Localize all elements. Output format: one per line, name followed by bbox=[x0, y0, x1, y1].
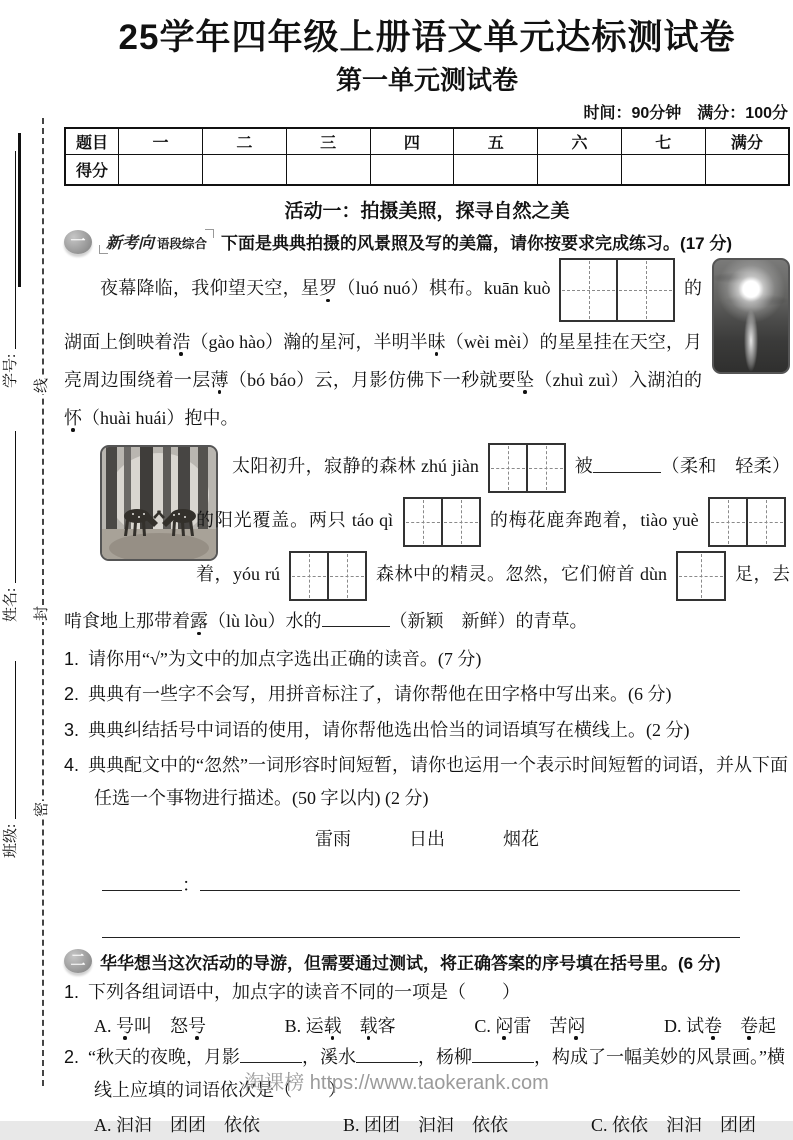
score-row-label: 得分 bbox=[65, 155, 119, 186]
question-number: 2. bbox=[64, 1046, 80, 1067]
section-one-header bbox=[64, 229, 790, 254]
score-cell[interactable] bbox=[202, 155, 286, 186]
writing-grid[interactable] bbox=[488, 443, 566, 493]
seal-dashed-line bbox=[42, 118, 44, 1086]
blank-line[interactable] bbox=[322, 612, 390, 627]
emphasised-char: 闷 bbox=[495, 1015, 514, 1036]
writing-grid-cell[interactable] bbox=[616, 260, 673, 320]
emphasised-char: 露 bbox=[190, 611, 208, 632]
writing-grid[interactable] bbox=[289, 551, 367, 601]
option-c[interactable]: C. 闷雷 苦闷 bbox=[474, 1015, 586, 1036]
score-header-cell: 二 bbox=[202, 128, 286, 155]
unit-subtitle: 第一单元测试卷 bbox=[335, 65, 518, 95]
question-number: 2. bbox=[64, 684, 80, 705]
writing-grid[interactable] bbox=[403, 497, 481, 547]
answer-line-row-1 bbox=[102, 871, 790, 897]
section-one-questions bbox=[64, 643, 790, 815]
option-b[interactable]: B. 团团 汩汩 依依 bbox=[342, 1114, 508, 1135]
emphasised-char: 载 bbox=[323, 1015, 342, 1036]
emphasised-char: 号 bbox=[116, 1015, 134, 1036]
question-1 bbox=[64, 643, 790, 676]
emphasised-char: 昧 bbox=[427, 332, 446, 352]
emphasised-char: 卷 bbox=[740, 1015, 758, 1036]
score-header-cell: 一 bbox=[119, 128, 203, 155]
score-cell[interactable] bbox=[119, 155, 203, 186]
emphasised-char: 号 bbox=[188, 1015, 206, 1036]
score-header-cell: 三 bbox=[286, 128, 370, 155]
name-field bbox=[0, 431, 20, 622]
option-c[interactable]: C. 依依 汩汩 团团 bbox=[590, 1114, 756, 1135]
student-no-label: 学号: bbox=[3, 353, 19, 388]
paper-content bbox=[64, 6, 790, 1140]
emphasised-char: 闷 bbox=[567, 1015, 586, 1036]
writing-grid-cell[interactable] bbox=[710, 499, 746, 545]
student-no-line[interactable] bbox=[14, 151, 16, 349]
tag-label-small: 语段综合 bbox=[157, 237, 208, 251]
emphasised-char: 坠 bbox=[516, 369, 535, 390]
answer-blank-short[interactable] bbox=[102, 876, 182, 891]
site-watermark: 淘课榜 https://www.taokerank.com bbox=[244, 1072, 549, 1094]
section-one-badge: 一 bbox=[64, 230, 92, 254]
question-text: 下列各组词语中，加点字的读音不同的一项是（ ） bbox=[88, 981, 521, 1002]
emphasised-char: 罗 bbox=[319, 278, 338, 299]
score-cell[interactable] bbox=[454, 155, 538, 186]
word-option: 烟花 bbox=[503, 828, 539, 849]
moon-photo bbox=[712, 258, 790, 374]
question-number: 1. bbox=[64, 649, 80, 670]
score-table-score-row bbox=[65, 155, 789, 186]
option-b[interactable]: B. 运载 载客 bbox=[284, 1015, 396, 1036]
tag-label-big: 新考向 bbox=[106, 235, 155, 252]
blank-line[interactable] bbox=[593, 458, 661, 473]
section-two-header bbox=[64, 949, 790, 974]
passage-paragraph-2: 太阳初升，寂静的森林 zhú jiàn 被 （柔和 轻柔）的阳光覆盖。两只 táo qì 的梅花鹿奔跑着，tiào yuè 着，yóu rú 森林中的精灵。忽然，它们俯首 dùn 足，去啃食地上那带着露（lù lòu）水的 （新颖 新鲜）的青草。 bbox=[64, 441, 790, 641]
class-label: 班级: bbox=[3, 823, 19, 858]
activity-title: 活动一：拍摄美照，探寻自然之美 bbox=[284, 201, 570, 222]
score-cell[interactable] bbox=[370, 155, 454, 186]
writing-grid[interactable] bbox=[559, 258, 675, 322]
writing-grid-cell[interactable] bbox=[678, 553, 724, 599]
class-field bbox=[0, 661, 20, 858]
answer-line-row-2 bbox=[102, 923, 790, 943]
emphasised-char: 浩 bbox=[172, 332, 191, 352]
new-exam-direction-tag bbox=[100, 229, 213, 254]
question-number: 3. bbox=[64, 719, 80, 740]
topic-word-options bbox=[64, 825, 790, 851]
writing-grid-cell[interactable] bbox=[441, 499, 479, 545]
score-header-cell: 七 bbox=[621, 128, 705, 155]
score-cell[interactable] bbox=[621, 155, 705, 186]
question-text: “秋天的夜晚，月影 ，溪水 ，杨柳 ，构成了一幅美妙的风景画。”横线上应填的词语依次是（ ） bbox=[88, 1046, 786, 1101]
exam-meta: 时间：90分钟 满分：100分 bbox=[583, 105, 788, 122]
writing-grid-cell[interactable] bbox=[561, 260, 616, 320]
score-header-cell: 题目 bbox=[65, 128, 119, 155]
seal-char-feng: 封 bbox=[27, 605, 54, 622]
writing-grid-cell[interactable] bbox=[526, 445, 564, 491]
student-no-field bbox=[0, 151, 20, 388]
question-text: 请你用“√”为文中的加点字选出正确的读音。(7 分) bbox=[88, 649, 482, 670]
writing-grid-cell[interactable] bbox=[746, 499, 784, 545]
word-option: 雷雨 bbox=[315, 828, 351, 849]
writing-grid-cell[interactable] bbox=[327, 553, 365, 599]
word-option: 日出 bbox=[409, 828, 445, 849]
seal-char-mi: 密 bbox=[27, 801, 54, 818]
score-header-cell: 五 bbox=[454, 128, 538, 155]
answer-blank-long[interactable] bbox=[200, 876, 740, 891]
option-a[interactable]: A. 汩汩 团团 依依 bbox=[94, 1114, 260, 1135]
class-line[interactable] bbox=[14, 661, 16, 819]
section-two-intro: 华华想当这次活动的导游，但需要通过测试，将正确答案的序号填在括号里。(6 分) bbox=[100, 953, 721, 973]
emphasised-char: 卷 bbox=[704, 1015, 722, 1036]
answer-blank-full[interactable] bbox=[102, 923, 740, 938]
score-header-cell: 四 bbox=[370, 128, 454, 155]
question-4 bbox=[64, 749, 790, 816]
question-text: 典典配文中的“忽然”一词形容时间短暂，请你也运用一个表示时间短暂的词语，并从下面任选一个事物进行描述。(50 字以内) (2 分) bbox=[88, 755, 788, 809]
name-label: 姓名: bbox=[3, 587, 19, 622]
emphasised-char: 载 bbox=[359, 1015, 378, 1036]
name-line[interactable] bbox=[14, 431, 16, 583]
score-header-cell: 满分 bbox=[705, 128, 789, 155]
page-title: 25学年四年级上册语文单元达标测试卷 bbox=[118, 18, 736, 57]
emphasised-char: 薄 bbox=[210, 369, 229, 390]
answer-colon: ： bbox=[182, 874, 200, 895]
writing-grid[interactable] bbox=[676, 551, 726, 601]
emphasised-char: 怀 bbox=[64, 407, 82, 428]
score-cell[interactable] bbox=[705, 155, 789, 186]
writing-grid-cell[interactable] bbox=[405, 499, 441, 545]
question-2 bbox=[64, 678, 790, 711]
question-3 bbox=[64, 714, 790, 747]
option-d[interactable]: D. 试卷 卷起 bbox=[664, 1015, 776, 1036]
score-header-cell: 六 bbox=[538, 128, 622, 155]
deer-photo bbox=[64, 445, 182, 561]
section-two-badge: 二 bbox=[64, 949, 92, 973]
seal-char-xian: 线 bbox=[27, 377, 54, 394]
writing-grid-cell[interactable] bbox=[291, 553, 327, 599]
blank-line[interactable] bbox=[240, 1048, 302, 1063]
section-one-intro: 下面是典典拍摄的风景照及写的美篇，请你按要求完成练习。(17 分) bbox=[221, 234, 732, 253]
writing-grid[interactable] bbox=[708, 497, 786, 547]
question-text: 典典纠结括号中词语的使用，请你帮他选出恰当的词语填写在横线上。(2 分) bbox=[88, 719, 690, 740]
score-table bbox=[64, 127, 790, 186]
section-two-q1-options bbox=[64, 1012, 790, 1038]
option-a[interactable]: A. 号叫 怒号 bbox=[94, 1015, 206, 1036]
section-two-question-1 bbox=[64, 976, 790, 1009]
question-text: 典典有一些字不会写，用拼音标注了，请你帮他在田字格中写出来。(6 分) bbox=[88, 684, 672, 705]
score-cell[interactable] bbox=[538, 155, 622, 186]
score-cell[interactable] bbox=[286, 155, 370, 186]
section-two-q2-options bbox=[64, 1111, 790, 1137]
question-number: 4. bbox=[64, 755, 80, 776]
blank-line[interactable] bbox=[356, 1048, 418, 1063]
question-number: 1. bbox=[64, 981, 80, 1002]
writing-grid-cell[interactable] bbox=[490, 445, 526, 491]
score-table-header-row bbox=[65, 128, 789, 155]
passage-paragraph-1: 夜幕降临，我仰望天空，星罗（luó nuó）棋布。kuān kuò 的湖面上倒映着浩（gào hào）瀚的星河，半明半昧（wèi mèi）的星星挂在天空，月亮周边围绕着一层薄（bó báo）云，月影仿佛下一秒就要坠（zhuì zuì）入湖泊的怀（huài huái）抱中。 bbox=[64, 256, 790, 437]
blank-line[interactable] bbox=[472, 1048, 534, 1063]
